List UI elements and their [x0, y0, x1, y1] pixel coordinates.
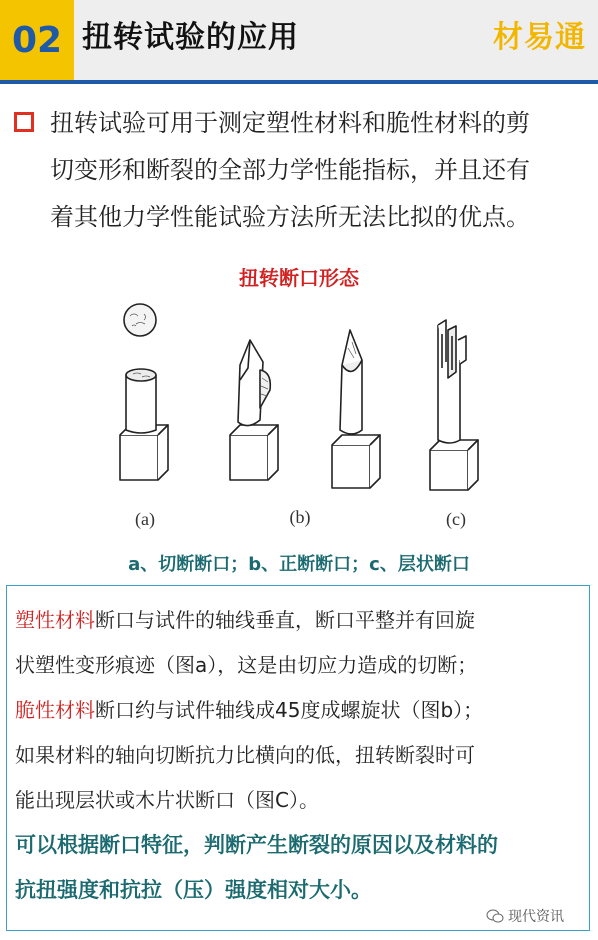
- conclusion-line: 可以根据断口特征，判断产生断裂的原因以及材料的: [15, 833, 498, 857]
- page-title: 扭转试验的应用: [82, 20, 299, 55]
- fracture-illustration: [100, 290, 500, 540]
- label-b: (b): [289, 507, 311, 527]
- specimen-b-illustration: [230, 340, 278, 480]
- explanation-box: [6, 585, 590, 931]
- title-bar: [74, 0, 598, 80]
- figure-caption: a、切断断口；b、正断断口；c、层状断口: [128, 554, 470, 575]
- label-a: (a): [135, 509, 155, 529]
- wechat-icon: [486, 909, 504, 923]
- header: [0, 0, 598, 80]
- figure-title: 扭转断口形态: [239, 266, 359, 290]
- specimen-d-illustration: [430, 320, 478, 490]
- conclusion-line: 抗扭强度和抗拉（压）强度相对大小。: [15, 878, 372, 902]
- explanation-line: [15, 598, 585, 643]
- watermark-text: 现代资讯: [508, 909, 564, 925]
- watermark: [486, 906, 564, 926]
- intro-line: 着其他力学性能试验方法所无法比拟的优点。: [50, 203, 530, 231]
- label-c: (c): [446, 509, 466, 529]
- ductile-material-term: 塑性材料: [15, 608, 95, 632]
- brittle-material-term: 脆性材料: [15, 698, 95, 722]
- explanation-text-span: 断口约与试件轴线成45度成螺旋状（图b）；: [95, 698, 484, 722]
- explanation-line: 能出现层状或木片状断口（图C）。: [15, 788, 319, 812]
- intro-paragraph: [50, 100, 590, 241]
- square-bullet-icon: [14, 112, 34, 132]
- brand-logo-text: 材易通: [493, 20, 586, 55]
- explanation-line: 状塑性变形痕迹（图a），这是由切应力造成的切断；: [15, 653, 478, 677]
- explanation-line: 如果材料的轴向切断抗力比横向的低，扭转断裂时可: [15, 743, 475, 767]
- explanation-line: [15, 688, 585, 733]
- section-number: 02: [11, 19, 63, 61]
- section-number-box: [0, 0, 74, 80]
- explanation-text-span: 断口与试件的轴线垂直，断口平整并有回旋: [95, 608, 475, 632]
- intro-line: 切变形和断裂的全部力学性能指标，并且还有: [50, 156, 530, 184]
- explanation-text: [15, 598, 585, 913]
- intro-line: 扭转试验可用于测定塑性材料和脆性材料的剪: [50, 109, 530, 137]
- specimen-c-illustration: [332, 330, 380, 488]
- header-divider: [0, 80, 598, 84]
- specimen-a-illustration: [120, 304, 168, 480]
